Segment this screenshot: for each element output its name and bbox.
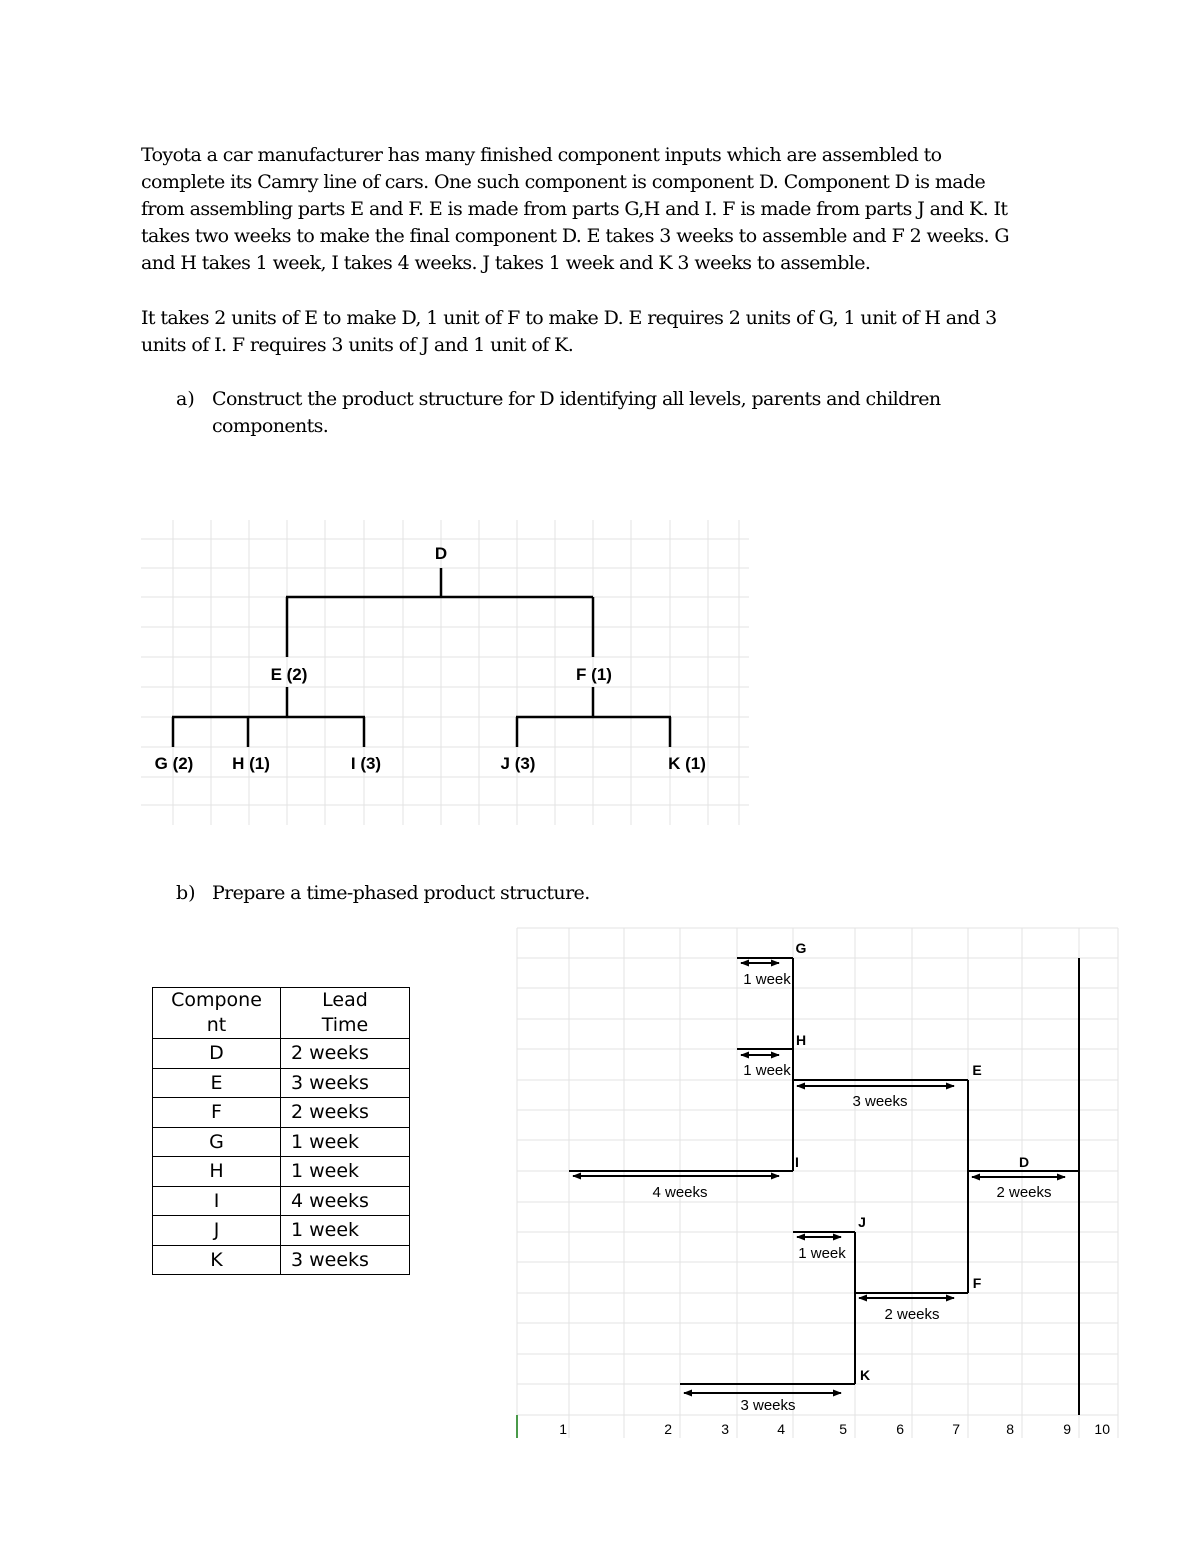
intro-line: Toyota a car manufacturer has many finished component inputs which are assembled to bbox=[141, 144, 942, 166]
lead-time-cell: 3 weeks bbox=[281, 1068, 410, 1098]
intro-line: from assembling parts E and F. E is made from parts G,H and I. F is made from parts J and K. It bbox=[141, 198, 1008, 220]
component-cell: F bbox=[153, 1098, 281, 1128]
component-cell: H bbox=[153, 1157, 281, 1187]
node-level1: E (2) bbox=[270, 665, 308, 684]
lead-time-cell: 3 weeks bbox=[281, 1245, 410, 1275]
component-label-d: D bbox=[1018, 1154, 1030, 1170]
node-level1: F (1) bbox=[576, 665, 612, 684]
node-level2: J (3) bbox=[500, 754, 536, 773]
component-label-h: H bbox=[795, 1032, 807, 1048]
x-tick-label: 6 bbox=[896, 1421, 904, 1437]
lead-time-cell: 2 weeks bbox=[281, 1039, 410, 1069]
component-cell: D bbox=[153, 1039, 281, 1069]
duration-label-i: 4 weeks bbox=[652, 1184, 708, 1201]
x-tick-label: 7 bbox=[952, 1421, 960, 1437]
question-a-label: a) bbox=[176, 388, 195, 410]
duration-label-f: 2 weeks bbox=[884, 1306, 940, 1323]
header-line: nt bbox=[206, 1014, 227, 1036]
component-label-g: G bbox=[795, 940, 807, 956]
component-cell: J bbox=[153, 1216, 281, 1246]
question-a-text-line2: components. bbox=[212, 415, 329, 437]
x-tick-label: 4 bbox=[777, 1421, 785, 1437]
component-label-e: E bbox=[972, 1062, 982, 1078]
header-line: Compone bbox=[171, 989, 262, 1011]
question-a-text-line1: Construct the product structure for D identifying all levels, parents and children bbox=[212, 388, 941, 410]
intro-line: units of I. F requires 3 units of J and 1 unit of K. bbox=[141, 334, 574, 356]
lead-time-cell: 1 week bbox=[281, 1127, 410, 1157]
x-tick-label: 1 bbox=[559, 1421, 567, 1437]
component-label-j: J bbox=[858, 1214, 866, 1230]
x-tick-label: 2 bbox=[664, 1421, 672, 1437]
header-line: Lead bbox=[322, 989, 368, 1011]
x-tick-label: 9 bbox=[1063, 1421, 1071, 1437]
component-cell: E bbox=[153, 1068, 281, 1098]
x-axis-ticks bbox=[559, 1421, 1110, 1437]
lead-time-cell: 2 weeks bbox=[281, 1098, 410, 1128]
duration-label-g: 1 week bbox=[743, 971, 791, 988]
component-label-k: K bbox=[859, 1367, 871, 1383]
intro-line: complete its Camry line of cars. One such component is component D. Component D is made bbox=[141, 171, 986, 193]
node-level2: K (1) bbox=[668, 754, 706, 773]
x-tick-label: 10 bbox=[1094, 1421, 1110, 1437]
header-line: Time bbox=[321, 1014, 369, 1036]
x-tick-label: 8 bbox=[1006, 1421, 1014, 1437]
duration-label-e: 3 weeks bbox=[852, 1093, 908, 1110]
component-cell: K bbox=[153, 1245, 281, 1275]
question-b-text: Prepare a time-phased product structure. bbox=[212, 882, 590, 904]
x-tick-label: 3 bbox=[721, 1421, 729, 1437]
intro-line: It takes 2 units of E to make D, 1 unit of F to make D. E requires 2 units of G, 1 unit of H and 3 bbox=[141, 307, 997, 329]
lead-time-cell: 1 week bbox=[281, 1216, 410, 1246]
duration-label-h: 1 week bbox=[743, 1062, 791, 1079]
node-level2: G (2) bbox=[154, 754, 194, 773]
intro-line: takes two weeks to make the final component D. E takes 3 weeks to assemble and F 2 weeks. G bbox=[141, 225, 1009, 247]
question-b-label: b) bbox=[176, 882, 196, 904]
component-label-f: F bbox=[972, 1275, 982, 1291]
component-cell: G bbox=[153, 1127, 281, 1157]
lead-time-cell: 4 weeks bbox=[281, 1186, 410, 1216]
duration-label-j: 1 week bbox=[798, 1245, 846, 1262]
node-level2: I (3) bbox=[350, 754, 382, 773]
duration-label-d: 2 weeks bbox=[996, 1184, 1052, 1201]
component-label-i: I bbox=[795, 1154, 799, 1170]
lead-time-cell: 1 week bbox=[281, 1157, 410, 1187]
chart-marks bbox=[569, 940, 1079, 1415]
node-root: D bbox=[434, 544, 448, 563]
node-level2: H (1) bbox=[232, 754, 270, 773]
component-cell: I bbox=[153, 1186, 281, 1216]
duration-label-k: 3 weeks bbox=[740, 1397, 796, 1414]
intro-line: and H takes 1 week, I takes 4 weeks. J takes 1 week and K 3 weeks to assemble. bbox=[141, 252, 871, 274]
chart-grid bbox=[517, 928, 1118, 1438]
x-tick-label: 5 bbox=[839, 1421, 847, 1437]
